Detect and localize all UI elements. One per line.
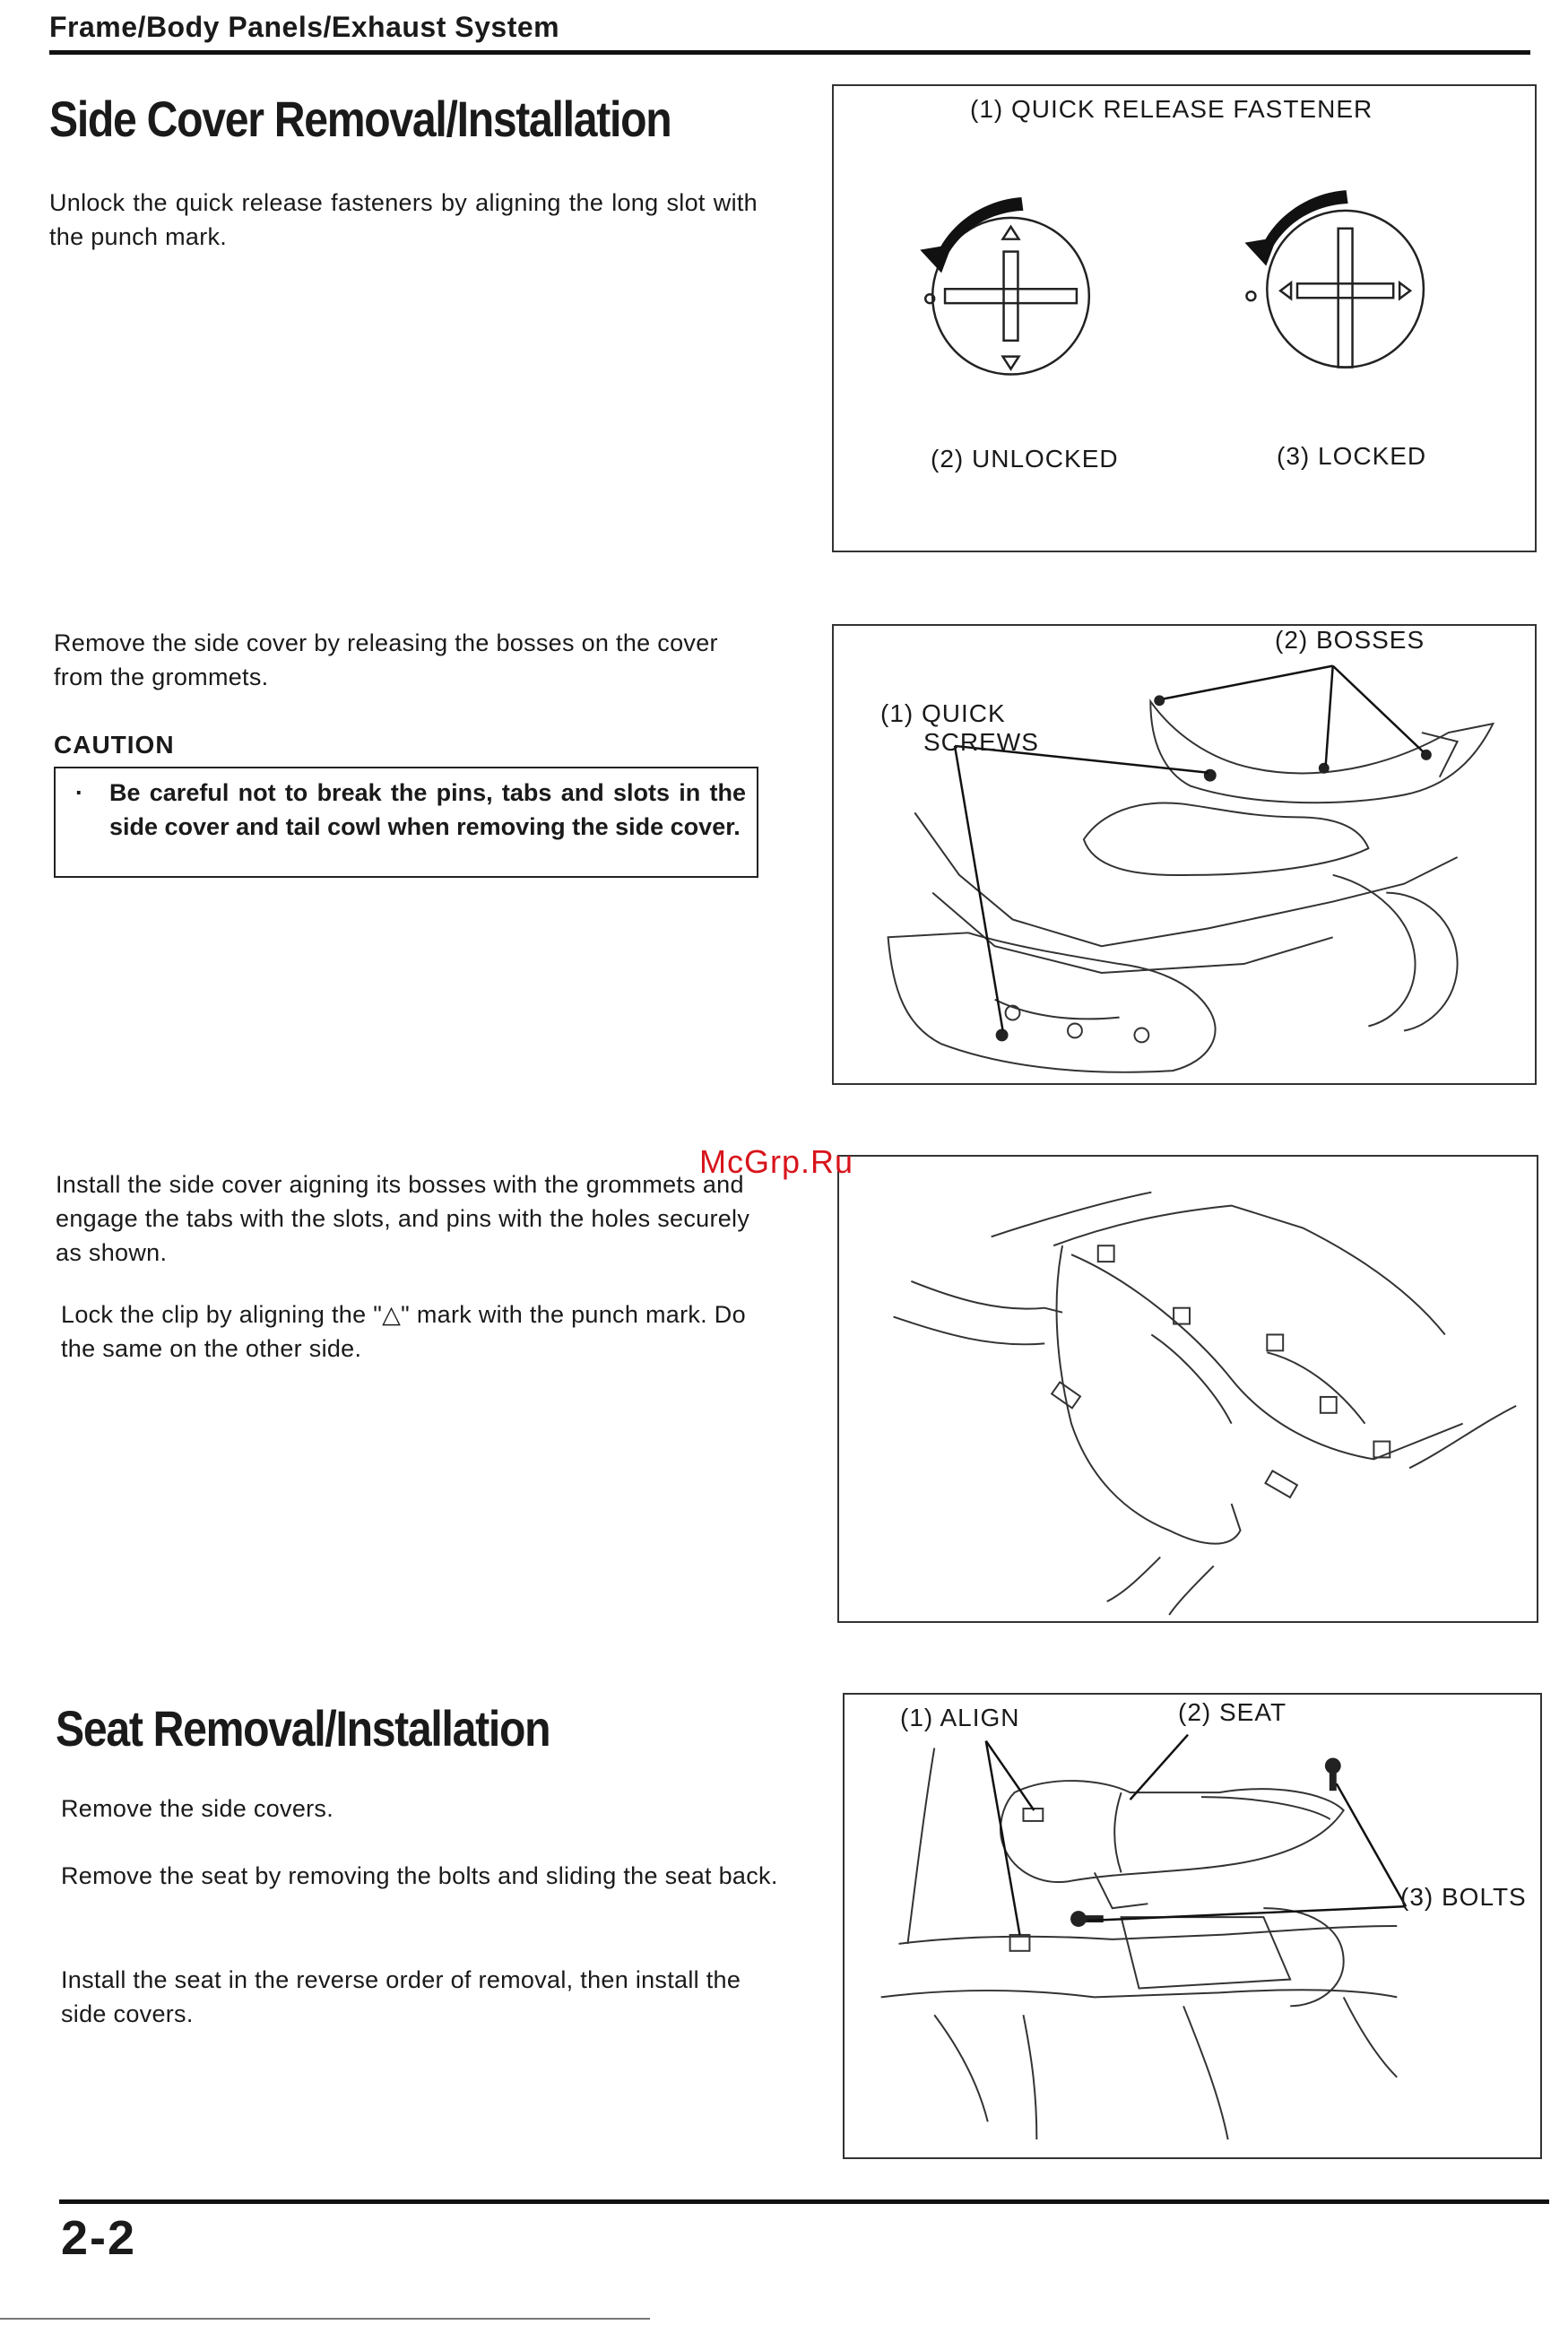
leader-bolt-lower [1087, 1906, 1406, 1921]
figure-side-cover-installation [837, 1155, 1538, 1623]
tail-cowl-outline [1150, 701, 1493, 802]
unlocked-fastener-bar-vertical [1004, 252, 1018, 341]
tab-slot-7 [1265, 1470, 1296, 1497]
seat-diagram [845, 1695, 1540, 2157]
side-cover-diagram [834, 626, 1535, 1083]
leader-align-seat [986, 1741, 1035, 1810]
leader-boss-3 [1333, 666, 1424, 752]
frame-down-3 [1183, 2006, 1228, 2139]
caution-label: CAUTION [54, 731, 175, 759]
frame-line-2 [932, 893, 1332, 973]
tab-slot-1 [1098, 1245, 1114, 1262]
figure-side-cover-removal [832, 624, 1537, 1085]
seat-mount [1095, 1872, 1148, 1908]
side-cover-outline [888, 933, 1216, 1071]
watermark: McGrp.Ru [699, 1143, 854, 1180]
tab-slot-5 [1321, 1397, 1337, 1413]
body-line-lower [894, 1317, 1045, 1345]
section-header: Frame/Body Panels/Exhaust System [49, 11, 560, 43]
frame-down-1 [934, 2015, 988, 2121]
cowl-outline-upper [1053, 1206, 1445, 1335]
leader-boss-2 [1326, 666, 1333, 765]
side-cover-boss-3 [1134, 1028, 1148, 1042]
caution-text: Be careful not to break the pins, tabs and slots in the side cover and tail cowl when removing the side cover. [109, 779, 746, 840]
body-line-upper [911, 1281, 1062, 1313]
label-align: (1) ALIGN [900, 1704, 1020, 1731]
frame-left-line [907, 1748, 934, 1944]
caution-box [54, 767, 758, 878]
section-title-seat: Seat Removal/Installation [56, 1700, 550, 1757]
label-locked: (3) LOCKED [1277, 442, 1427, 470]
unlocked-triangle-top [1003, 227, 1019, 239]
locked-punch-mark [1246, 291, 1255, 300]
lower-fender-line-1 [1107, 1557, 1161, 1602]
unlocked-arrow-head [920, 245, 952, 273]
frame-rail-upper [899, 1926, 1398, 1944]
frame-line-1 [914, 812, 1457, 946]
unlocked-fastener-bar-horizontal [945, 289, 1077, 303]
side-cover-boss-2 [1068, 1024, 1082, 1038]
tab-slot-6 [1373, 1442, 1390, 1458]
page-title: Side Cover Removal/Installation [49, 91, 671, 147]
leader-screw-lower [955, 746, 1003, 1031]
paragraph-install-seat: Install the seat in the reverse order of removal, then install the side covers. [61, 1966, 741, 2027]
boss-marker-1 [1154, 695, 1165, 706]
frame-down-4 [1344, 1997, 1398, 2077]
side-cover-inner-line [1151, 1334, 1231, 1423]
seat-outline [1001, 1781, 1344, 1882]
caution-bullet: · [75, 779, 83, 806]
boss-marker-2 [1319, 763, 1330, 774]
leader-bolt-upper [1337, 1783, 1406, 1906]
leader-boss-1 [1164, 666, 1333, 699]
figure-seat-removal [843, 1693, 1542, 2159]
paragraph-unlock: Unlock the quick release fasteners by aligning the long slot with the punch mark. [49, 189, 758, 250]
quick-screw-upper [1204, 769, 1217, 782]
label-quick-release-fastener: (1) QUICK RELEASE FASTENER [970, 95, 1373, 123]
locked-fastener-bar-horizontal [1297, 283, 1393, 298]
bolt-upper-shank [1330, 1771, 1337, 1791]
label-seat: (2) SEAT [1178, 1698, 1287, 1726]
rear-line [1409, 1406, 1516, 1468]
side-cover-detail [995, 1000, 1120, 1019]
tab-slot-3 [1052, 1382, 1080, 1408]
header-rule [49, 50, 1530, 55]
fastener-diagram [834, 86, 1535, 551]
cowl-top-line [992, 1193, 1152, 1237]
locked-triangle-left [1280, 282, 1291, 299]
unlocked-triangle-bottom [1003, 357, 1019, 369]
leader-seat [1131, 1735, 1189, 1800]
seat-seam [1114, 1792, 1121, 1872]
frame-rail-lower [881, 1990, 1398, 1997]
figure-quick-release-fastener [832, 84, 1537, 552]
side-cover-upper-edge [1071, 1254, 1463, 1459]
page-number: 2-2 [61, 2211, 137, 2265]
rear-box [1263, 1908, 1343, 2006]
side-cover-tab-line [1267, 1352, 1364, 1423]
label-bosses: (2) BOSSES [1275, 626, 1425, 654]
label-screws: SCREWS [923, 728, 1039, 756]
tab-slot-4 [1267, 1334, 1283, 1350]
installation-diagram [839, 1157, 1537, 1621]
seat-outline [1084, 803, 1369, 876]
bottom-edge-line [0, 2318, 650, 2320]
lower-fender-line-2 [1169, 1566, 1214, 1615]
paragraph-install-cover: Install the side cover aigning its bosses with the grommets and engage the tabs with the slots, and pins with the holes securely as shown. [56, 1171, 750, 1266]
leader-align-frame [986, 1741, 1020, 1935]
seat-rear-top [1201, 1797, 1330, 1819]
paragraph-remove-side-covers: Remove the side covers. [61, 1795, 334, 1822]
footer-rule [59, 2199, 1549, 2204]
paragraph-remove-cover: Remove the side cover by releasing the bosses on the cover from the grommets. [54, 629, 718, 690]
label-bolts: (3) BOLTS [1400, 1883, 1527, 1911]
label-quick: (1) QUICK [880, 699, 1006, 727]
label-unlocked: (2) UNLOCKED [931, 445, 1119, 473]
battery-box [1122, 1917, 1291, 1988]
paragraph-lock-clip: Lock the clip by aligning the "△" mark with the punch mark. Do the same on the other side. [61, 1301, 746, 1362]
frame-down-2 [1023, 2015, 1036, 2139]
paragraph-remove-seat: Remove the seat by removing the bolts and sliding the seat back. [61, 1862, 778, 1889]
locked-triangle-right [1399, 282, 1410, 299]
